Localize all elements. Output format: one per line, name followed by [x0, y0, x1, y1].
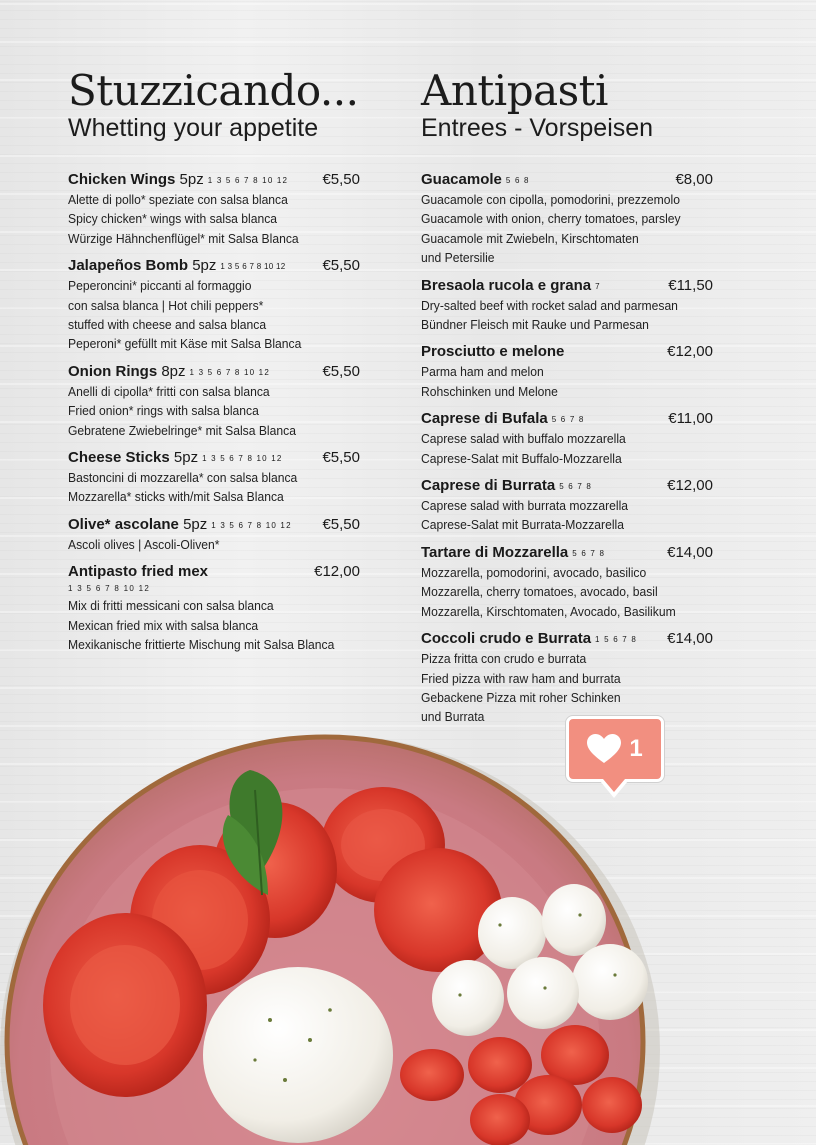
menu-item: [68, 448, 360, 507]
section-subtitle: Entrees - Vorspeisen: [421, 114, 654, 142]
item-name-wrap: [68, 256, 286, 276]
desc-line: Bündner Fleisch mit Rauke und Parmesan: [421, 317, 649, 333]
desc-line: Fried pizza with raw ham and burrata: [421, 670, 621, 686]
desc-line: Spicy chicken* wings with salsa blanca: [68, 211, 278, 227]
mozzarella-ball: [507, 957, 579, 1029]
item-allergens: 1 3 5 6 7 8 10 12: [189, 367, 270, 377]
item-description: [68, 276, 337, 354]
item-name: Guacamole: [421, 171, 502, 188]
section-stuzzicando: [68, 68, 360, 663]
item-name: Antipasto fried mex: [68, 563, 209, 581]
item-price: €11,00: [668, 410, 713, 428]
desc-line: Mozzarella, Kirschtomaten, Avocado, Basilikum: [421, 603, 676, 619]
desc-line: Guacamole con cipolla, pomodorini, prezzemolo: [421, 192, 680, 207]
item-name: Caprese di Bufala: [421, 410, 548, 428]
mozzarella-ball: [542, 884, 606, 956]
desc-line: Mozzarella, pomodorini, avocado, basilico: [421, 564, 647, 580]
menu-item: [68, 170, 360, 248]
menu-item: [421, 409, 713, 468]
section-subtitle: Whetting your appetite: [68, 114, 319, 142]
desc-line: Guacamole mit Zwiebeln, Kirschtomaten: [421, 230, 639, 246]
item-price: €14,00: [667, 543, 713, 561]
desc-line: Gebratene Zwiebelringe* mit Salsa Blanca: [68, 422, 296, 438]
desc-line: Anelli di cipolla* fritti con salsa blanca: [68, 383, 270, 399]
cherry-tomato: [582, 1077, 642, 1133]
item-name: Jalapeños Bomb: [68, 257, 189, 275]
item-allergens: 5 6 7 8: [559, 482, 593, 492]
desc-line: Bastoncini di mozzarella* con salsa blanca: [68, 470, 298, 486]
menu-item: [421, 342, 713, 401]
item-description: [421, 429, 690, 468]
item-allergens: 1 3 5 6 7 8 10 12: [211, 520, 292, 530]
menu-list: [421, 170, 713, 727]
item-allergens: 5 6 7 8: [551, 415, 585, 425]
item-description: [421, 190, 690, 268]
item-name-wrap: [421, 543, 605, 563]
menu-item: [68, 515, 360, 554]
item-description: [421, 496, 690, 535]
item-description: [421, 296, 690, 335]
desc-line: und Petersilie: [421, 250, 495, 266]
item-allergens: 5 6 8: [505, 176, 530, 185]
section-antipasti: [421, 68, 713, 735]
section-title: Stuzzicando...: [68, 66, 359, 115]
item-name-wrap: [68, 515, 292, 535]
item-quantity: 5pz: [169, 449, 199, 467]
desc-line: Rohschinken und Melone: [421, 383, 558, 399]
item-allergens: 1 3 5 6 7 8 10 12: [68, 584, 151, 594]
menu-item: [421, 629, 713, 727]
item-name: Prosciutto e melone: [421, 343, 565, 361]
item-quantity: 5pz: [175, 171, 204, 188]
item-name-wrap: [421, 276, 601, 296]
cherry-tomato: [400, 1049, 464, 1101]
cherry-tomato: [468, 1037, 532, 1093]
item-description: [421, 563, 690, 621]
item-description: [68, 535, 337, 554]
item-price: €5,50: [322, 257, 360, 275]
desc-line: Mozzarella* sticks with/mit Salsa Blanca: [68, 489, 284, 505]
item-name: Onion Rings: [68, 362, 158, 380]
item-price: €12,00: [667, 343, 713, 361]
desc-line: stuffed with cheese and salsa blanca: [68, 317, 267, 333]
item-name-wrap: [421, 629, 637, 649]
desc-line: Gebackene Pizza mit roher Schinken: [421, 689, 621, 705]
desc-line: Würzige Hähnchenflügel* mit Salsa Blanca: [68, 230, 299, 246]
item-description: [421, 362, 690, 401]
item-name-wrap: [421, 342, 568, 362]
item-name: Cheese Sticks: [68, 449, 170, 467]
item-name-wrap: [421, 476, 592, 496]
item-description: [68, 468, 337, 507]
item-quantity: 8pz: [157, 362, 186, 380]
item-price: €5,50: [322, 171, 360, 188]
like-badge[interactable]: [566, 716, 664, 782]
menu-item: [421, 276, 713, 335]
item-quantity: 5pz: [188, 257, 217, 275]
desc-line: Dry-salted beef with rocket salad and parmesan: [421, 297, 678, 313]
tomato-slice: [374, 848, 502, 972]
item-allergens: 1 3 5 6 7 8 10 12: [220, 262, 286, 272]
like-count: 1: [629, 735, 643, 762]
tomato-slice: [70, 945, 180, 1065]
desc-line: Ascoli olives | Ascoli-Oliven*: [68, 536, 220, 552]
item-name-wrap: [68, 170, 288, 190]
desc-line: Mozzarella, cherry tomatoes, avocado, basil: [421, 584, 658, 600]
desc-line: Fried onion* rings with salsa blanca: [68, 403, 259, 419]
caprese-plate-photo: [0, 720, 816, 1145]
desc-line: Guacamole with onion, cherry tomatoes, parsley: [421, 211, 681, 227]
item-name-wrap: [421, 170, 530, 190]
item-allergens: 1 3 5 6 7 8 10 12: [207, 176, 289, 185]
menu-item: [68, 362, 360, 440]
desc-line: Parma ham and melon: [421, 364, 544, 380]
desc-line: Mexican fried mix with salsa blanca: [68, 617, 259, 633]
desc-line: Pizza fritta con crudo e burrata: [421, 651, 587, 667]
item-price: €8,00: [675, 171, 713, 188]
section-title: Antipasti: [421, 66, 608, 115]
desc-line: Alette di pollo* speziate con salsa blanca: [68, 192, 288, 207]
mozzarella-ball: [572, 944, 648, 1020]
item-price: €5,50: [322, 362, 360, 380]
desc-line: Caprese-Salat mit Buffalo-Mozzarella: [421, 450, 622, 466]
item-price: €11,50: [668, 276, 713, 294]
item-description: [68, 596, 337, 654]
item-name: Caprese di Burrata: [421, 477, 556, 495]
desc-line: Caprese salad with buffalo mozzarella: [421, 431, 626, 447]
item-price: €12,00: [667, 477, 713, 495]
item-name-wrap: [68, 362, 270, 382]
desc-line: und Burrata: [421, 709, 485, 725]
item-allergens: 1 3 5 6 7 8 10 12: [202, 454, 283, 464]
item-quantity: 5pz: [178, 515, 208, 533]
heart-icon: [587, 734, 621, 764]
desc-line: Caprese-Salat mit Burrata-Mozzarella: [421, 517, 624, 533]
menu-list: [68, 170, 360, 655]
item-name-wrap: [421, 409, 585, 429]
item-name: Chicken Wings: [68, 171, 176, 188]
menu-item: [421, 543, 713, 621]
desc-line: Mexikanische frittierte Mischung mit Salsa Blanca: [68, 637, 335, 653]
item-name-wrap: [68, 448, 283, 468]
item-name: Coccoli crudo e Burrata: [421, 630, 592, 648]
menu-item: [68, 256, 360, 354]
desc-line: Caprese salad with burrata mozzarella: [421, 498, 629, 514]
desc-line: Peperoncini* piccanti al formaggio: [68, 278, 252, 294]
item-description: [68, 382, 337, 440]
mozzarella-ball: [432, 960, 504, 1036]
menu-item: [421, 476, 713, 535]
item-name: Bresaola rucola e grana: [421, 276, 592, 294]
menu-item: [421, 170, 713, 268]
item-description: [68, 190, 337, 248]
menu-item: [68, 562, 360, 654]
item-allergens: 1 5 6 7 8: [595, 635, 637, 645]
item-allergens: 5 6 7 8: [572, 548, 606, 558]
item-allergens: 7: [595, 281, 601, 291]
burrata: [203, 967, 393, 1143]
item-price: €5,50: [322, 515, 360, 533]
desc-line: Mix di fritti messicani con salsa blanca: [68, 598, 274, 614]
cherry-tomato: [470, 1094, 530, 1145]
item-price: €12,00: [314, 563, 360, 581]
desc-line: con salsa blanca | Hot chili peppers*: [68, 297, 264, 313]
item-name: Tartare di Mozzarella: [421, 543, 569, 561]
item-price: €14,00: [667, 630, 713, 648]
item-name: Olive* ascolane: [68, 515, 179, 533]
item-price: €5,50: [322, 449, 360, 467]
desc-line: Peperoni* gefüllt mit Käse mit Salsa Blanca: [68, 336, 302, 352]
